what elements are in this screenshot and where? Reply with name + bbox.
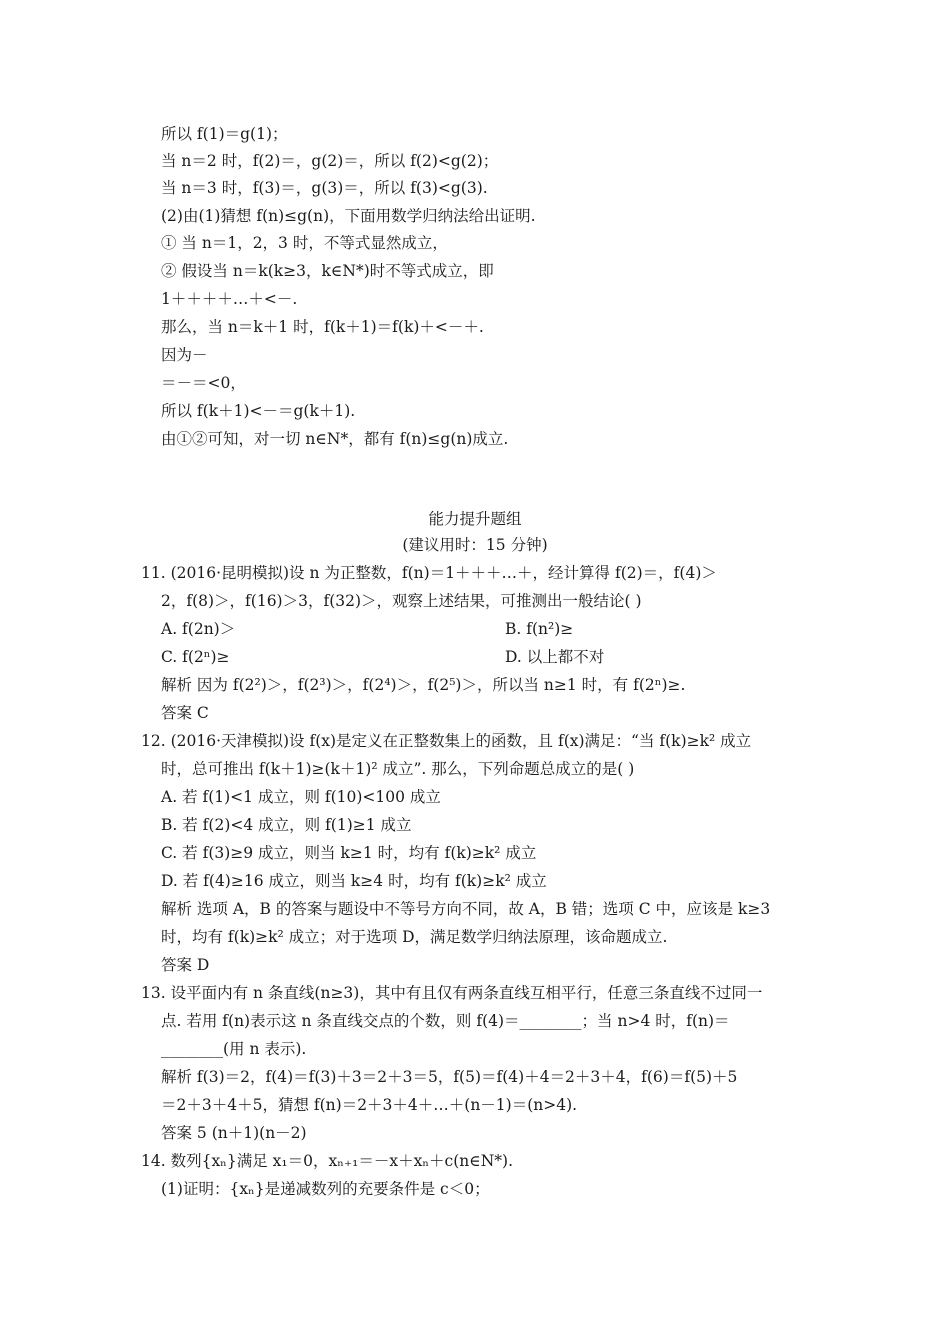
q13-stem: 13. 设平面内有 n 条直线(n≥3)，其中有且仅有两条直线互相平行，任意三条直线不过同一 bbox=[141, 984, 763, 1002]
q12-answer: 答案 D bbox=[161, 956, 210, 974]
q12-option-b: B. 若 f(2)<4 成立，则 f(1)≥1 成立 bbox=[161, 816, 412, 834]
q12-option-a: A. 若 f(1)<1 成立，则 f(10)<100 成立 bbox=[161, 788, 441, 806]
q11-analysis: 解析 因为 f(2²)＞，f(2³)＞，f(2⁴)＞，f(2⁵)＞，所以当 n≥1 时，有 f(2ⁿ)≥. bbox=[161, 676, 686, 694]
section-subtitle: (建议用时：15 分钟) bbox=[402, 536, 548, 554]
text-line: 当 n＝3 时，f(3)＝，g(3)＝，所以 f(3)<g(3). bbox=[161, 179, 488, 197]
section-title: 能力提升题组 bbox=[428, 510, 522, 528]
text-line: 因为－ bbox=[161, 346, 208, 364]
text-line: 由①②可知，对一切 n∈N*，都有 f(n)≤g(n)成立. bbox=[161, 430, 509, 448]
text-line: ② 假设当 n＝k(k≥3，k∈N*)时不等式成立，即 bbox=[161, 262, 494, 280]
q12-stem: 时，总可推出 f(k＋1)≥(k＋1)² 成立”. 那么，下列命题总成立的是( ) bbox=[161, 760, 635, 778]
q12-analysis: 解析 选项 A，B 的答案与题设中不等号方向不同，故 A，B 错；选项 C 中，应该是 k≥3 bbox=[161, 900, 771, 918]
q11-stem: 2，f(8)＞，f(16)＞3，f(32)＞，观察上述结果，可推测出一般结论( ) bbox=[161, 592, 642, 610]
q13-answer: 答案 5 (n＋1)(n－2) bbox=[161, 1124, 307, 1142]
q11-option-d: D. 以上都不对 bbox=[505, 648, 605, 666]
q13-analysis: 解析 f(3)＝2，f(4)＝f(3)＋3＝2＋3＝5，f(5)＝f(4)＋4＝2＋3＋4，f(6)＝f(5)＋5 bbox=[161, 1068, 738, 1086]
text-line: ① 当 n＝1，2，3 时，不等式显然成立， bbox=[161, 234, 448, 252]
q14-part1: (1)证明：{xₙ}是递减数列的充要条件是 c＜0； bbox=[161, 1180, 490, 1198]
text-line: 所以 f(k＋1)<－＝g(k＋1). bbox=[161, 402, 356, 420]
q13-analysis: ＝2＋3＋4＋5，猜想 f(n)＝2＋3＋4＋…＋(n－1)＝(n>4). bbox=[161, 1096, 578, 1114]
q11-stem: 11. (2016·昆明模拟)设 n 为正整数，f(n)＝1＋＋＋…＋，经计算得 f(2)＝，f(4)＞ bbox=[141, 564, 717, 582]
q11-option-c: C. f(2ⁿ)≥ bbox=[161, 648, 230, 666]
text-line: 那么，当 n＝k＋1 时，f(k＋1)＝f(k)＋<－＋. bbox=[161, 318, 484, 336]
q12-option-d: D. 若 f(4)≥16 成立，则当 k≥4 时，均有 f(k)≥k² 成立 bbox=[161, 872, 547, 890]
q13-stem: 点. 若用 f(n)表示这 n 条直线交点的个数，则 f(4)＝________；当 n>4 时，f(n)＝ bbox=[161, 1012, 730, 1030]
q11-option-b: B. f(n²)≥ bbox=[505, 620, 574, 638]
q14-stem: 14. 数列{xₙ}满足 x₁＝0，xₙ₊₁＝－x＋xₙ＋c(n∈N*). bbox=[141, 1152, 513, 1170]
text-line: 所以 f(1)＝g(1)； bbox=[161, 125, 288, 143]
q12-option-c: C. 若 f(3)≥9 成立，则当 k≥1 时，均有 f(k)≥k² 成立 bbox=[161, 844, 537, 862]
q12-stem: 12. (2016·天津模拟)设 f(x)是定义在正整数集上的函数，且 f(x)满足：“当 f(k)≥k² 成立 bbox=[141, 732, 752, 750]
text-line: 当 n＝2 时，f(2)＝，g(2)＝，所以 f(2)<g(2)； bbox=[161, 152, 499, 170]
q12-analysis: 时，均有 f(k)≥k² 成立；对于选项 D，满足数学归纳法原理，该命题成立. bbox=[161, 928, 668, 946]
q11-answer: 答案 C bbox=[161, 704, 209, 722]
q11-option-a: A. f(2n)＞ bbox=[161, 620, 236, 638]
text-line: (2)由(1)猜想 f(n)≤g(n)，下面用数学归纳法给出证明. bbox=[161, 207, 536, 225]
text-line: ＝－＝<0， bbox=[161, 374, 246, 392]
text-line: 1＋＋＋＋…＋<－. bbox=[161, 290, 298, 308]
q13-stem: ________(用 n 表示). bbox=[161, 1040, 307, 1058]
